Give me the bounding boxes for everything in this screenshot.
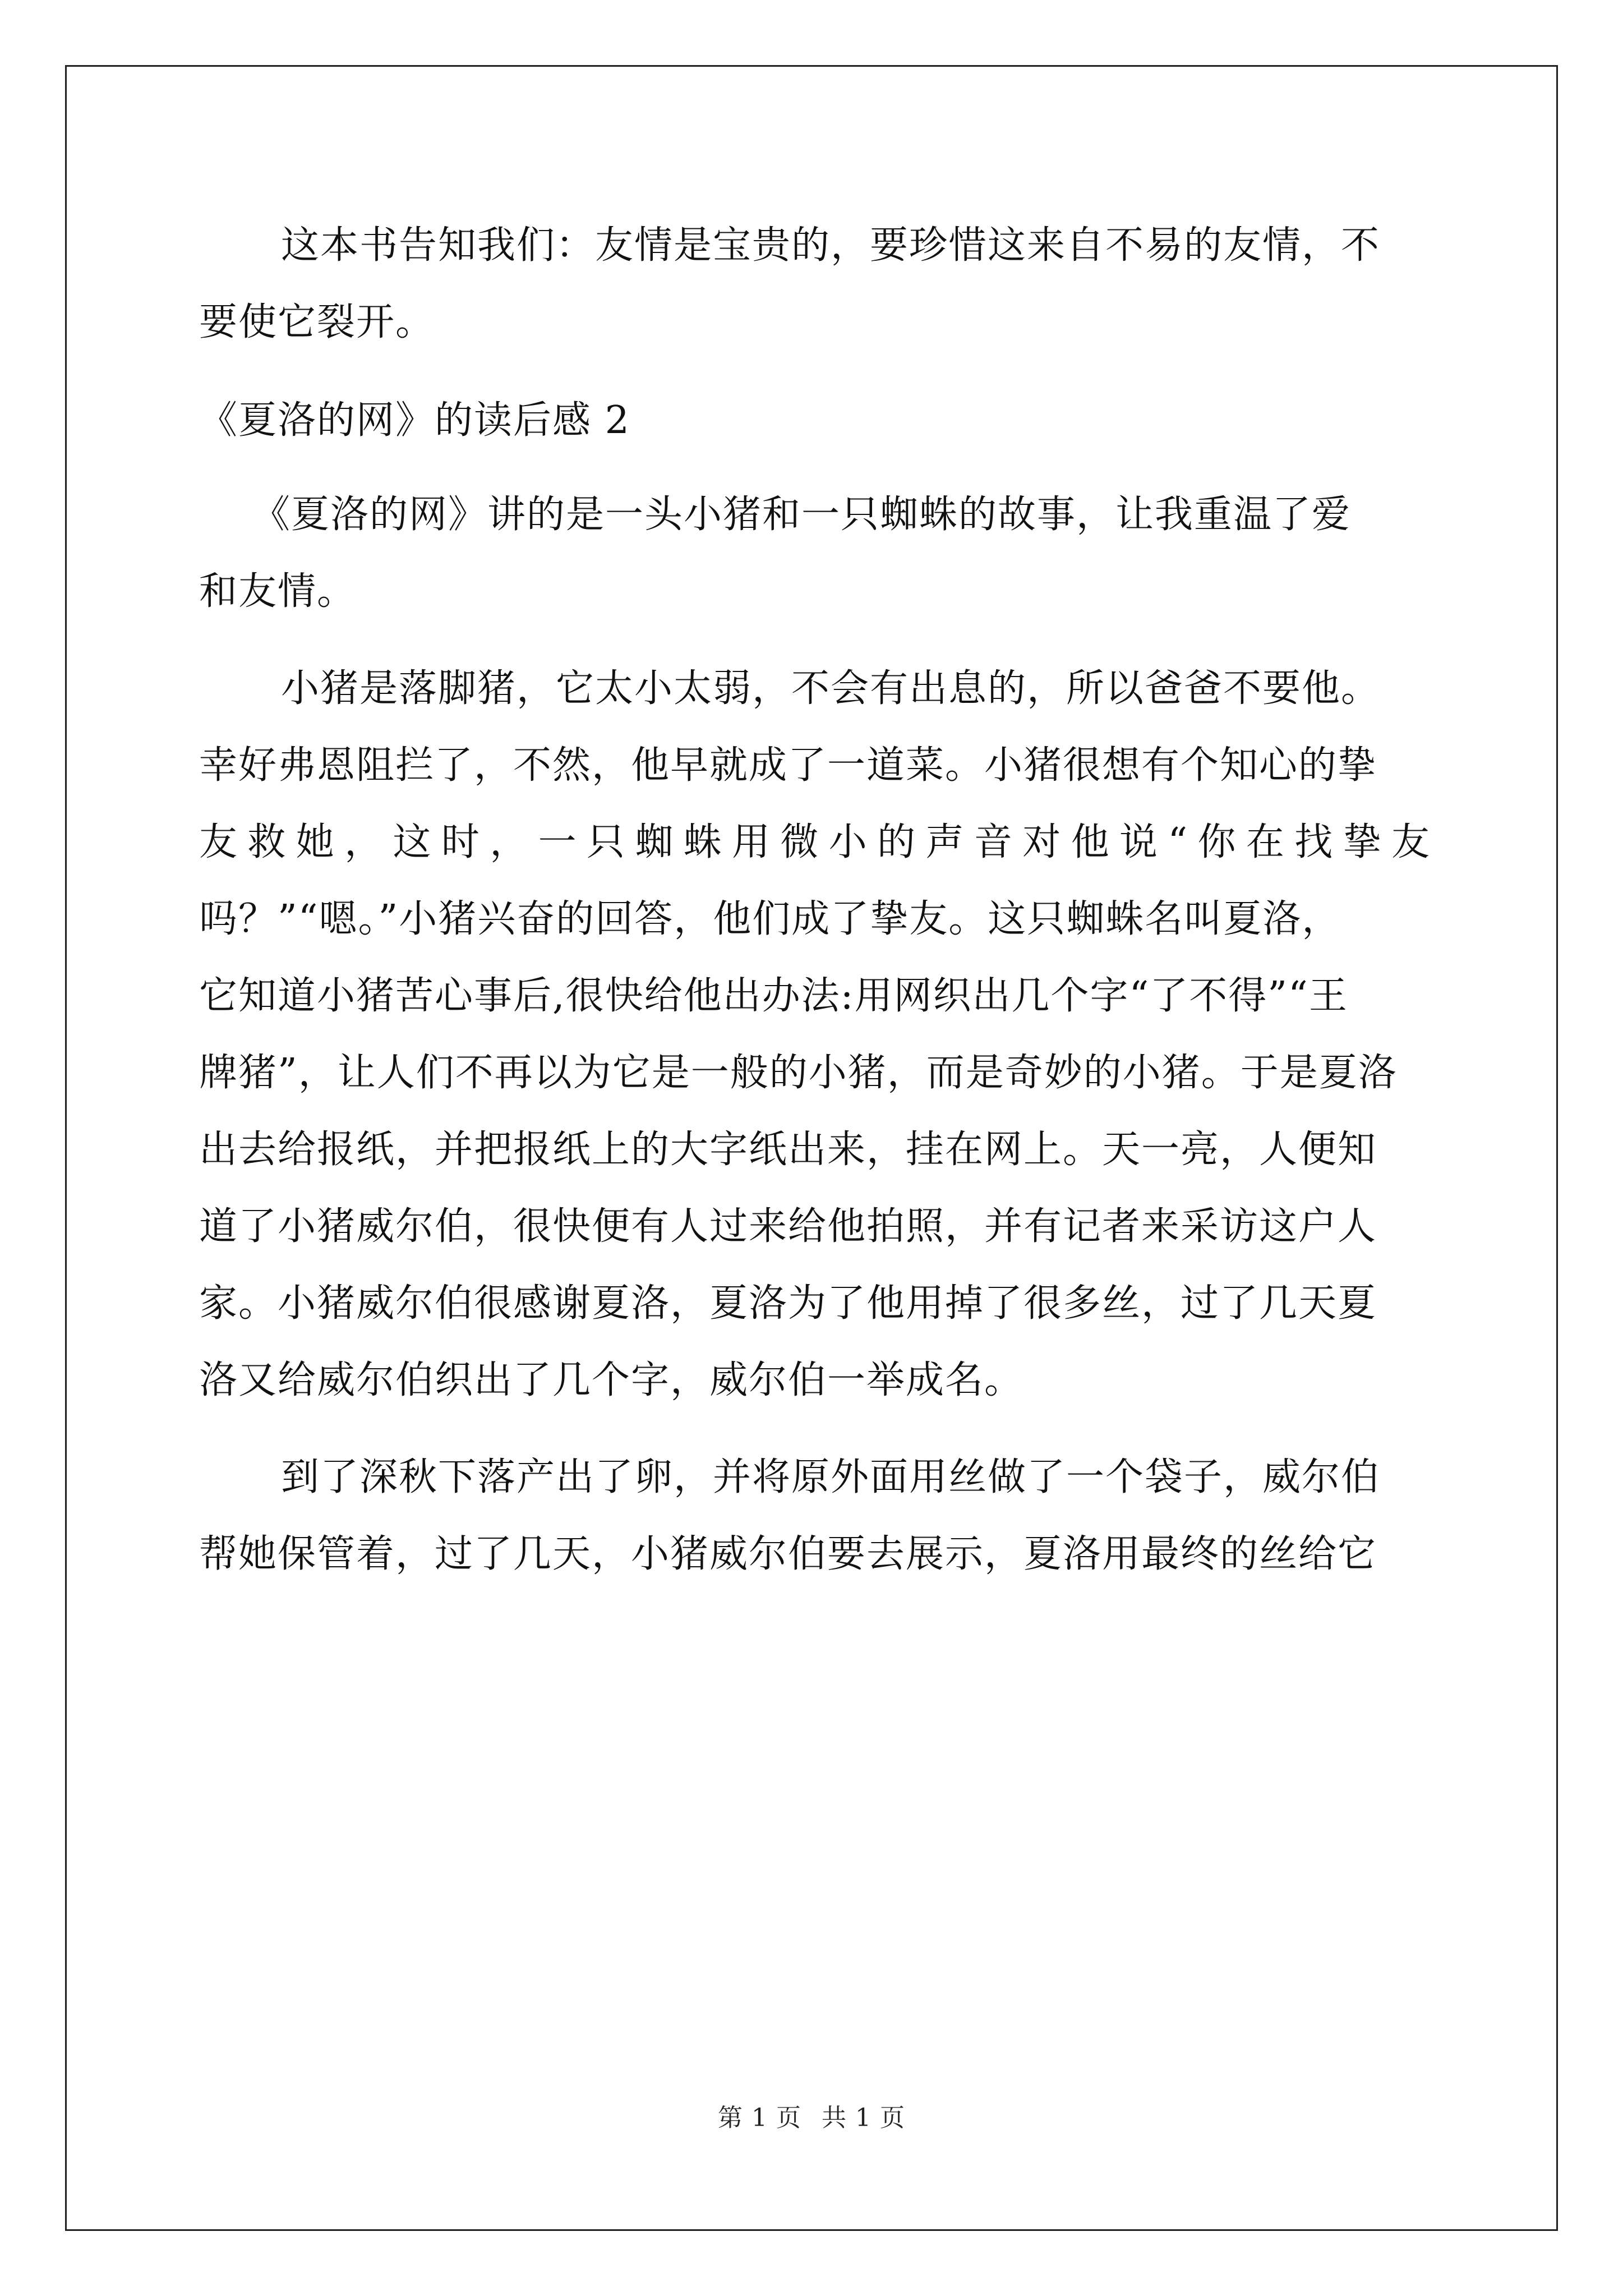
page-footer	[0, 2102, 1623, 2134]
paragraph-line: 它知道小猪苦心事后,很快给他出办法:用网织出几个字“了不得”“王	[199, 974, 1348, 1018]
paragraph-line: 和友情。	[199, 569, 357, 614]
section-heading: 《夏洛的网》的读后感 2	[199, 398, 630, 443]
paragraph-line: 出去给报纸，并把报纸上的大字纸出来，挂在网上。天一亮，人便知	[199, 1128, 1377, 1172]
paragraph-line: 吗？”“嗯。”小猪兴奋的回答，他们成了挚友。这只蜘蛛名叫夏洛，	[199, 897, 1341, 941]
paragraph-line: 这本书告知我们：友情是宝贵的，要珍惜这来自不易的友情，不	[281, 223, 1381, 268]
paragraph-line: 道了小猪威尔伯，很快便有人过来给他拍照，并有记者来采访这户人	[199, 1204, 1377, 1249]
paragraph-line: 洛又给威尔伯织出了几个字，威尔伯一举成名。	[199, 1358, 1024, 1402]
paragraph-line: 到了深秋下落产出了卵，并将原外面用丝做了一个袋子，威尔伯	[281, 1455, 1381, 1499]
page-total: 共 1 页	[822, 2104, 905, 2132]
paragraph-line: 友救她，这时，一只蜘蛛用微小的声音对他说“你在找挚友	[199, 820, 1431, 864]
paragraph-line: 小猪是落脚猪，它太小太弱，不会有出息的，所以爸爸不要他。	[281, 666, 1381, 711]
paragraph-line: 家。小猪威尔伯很感谢夏洛，夏洛为了他用掉了很多丝，过了几天夏	[199, 1281, 1377, 1326]
paragraph-line: 《夏洛的网》讲的是一头小猪和一只蜘蛛的故事，让我重温了爱	[252, 493, 1352, 537]
paragraph-line: 牌猪”，让人们不再以为它是一般的小猪，而是奇妙的小猪。于是夏洛	[199, 1051, 1398, 1095]
paragraph-line: 帮她保管着，过了几天，小猪威尔伯要去展示，夏洛用最终的丝给它	[199, 1532, 1377, 1576]
paragraph-line: 幸好弗恩阻拦了，不然，他早就成了一道菜。小猪很想有个知心的挚	[199, 743, 1377, 788]
paragraph-line: 要使它裂开。	[199, 300, 435, 344]
page-number: 第 1 页	[718, 2104, 801, 2132]
